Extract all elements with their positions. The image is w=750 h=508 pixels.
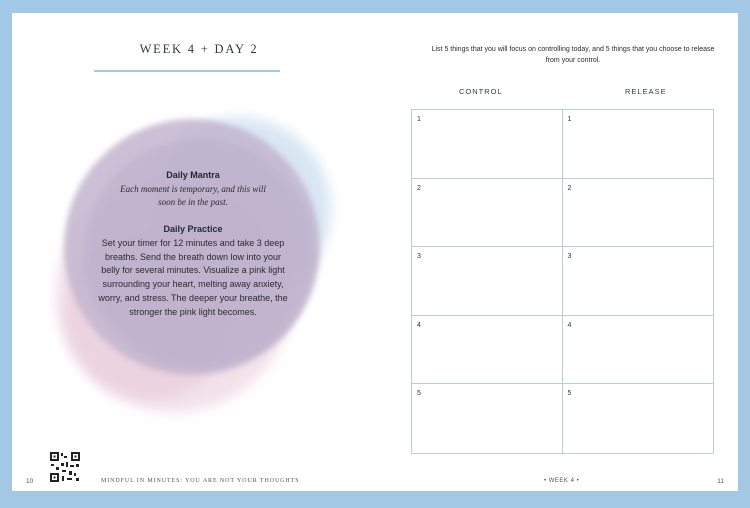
practice-text: Set your timer for 12 minutes and take 3 deep breaths. Send the breath down low into your belly for several minutes. Visualize a pink light surrounding your heart, melting away anxiety, worry, and stress. The deeper your breathe, the stronger the pink light becomes. (98, 238, 288, 317)
control-cell-2[interactable]: 2 (412, 179, 563, 248)
page-number-left: 10 (26, 478, 34, 485)
running-head-left: MINDFUL IN MINUTES: YOU ARE NOT YOUR THOUGHTS (101, 478, 300, 484)
qr-code-icon (49, 451, 81, 483)
release-cell-1[interactable]: 1 (563, 110, 714, 179)
release-cell-2[interactable]: 2 (563, 179, 714, 248)
running-head-right: • WEEK 4 • (544, 478, 580, 484)
release-cell-5[interactable]: 5 (567, 390, 572, 398)
book-spread (12, 13, 738, 491)
mantra-heading: Daily Mantra (166, 170, 220, 180)
release-cell-4[interactable]: 4 (563, 316, 714, 385)
control-cell-4[interactable]: 4 (412, 316, 563, 385)
release-column-header: RELEASE (625, 87, 667, 96)
page-number-right: 11 (717, 478, 724, 485)
control-release-table (411, 109, 714, 454)
daily-content (97, 170, 289, 319)
control-cell-1[interactable]: 1 (412, 110, 563, 179)
page-title: WEEK 4 + DAY 2 (139, 42, 259, 56)
mantra-text: Each moment is temporary, and this will soon be in the past. (120, 184, 266, 207)
control-column-header: CONTROL (459, 87, 503, 96)
control-cell-3[interactable]: 3 (412, 247, 563, 316)
release-cell-3[interactable]: 3 (563, 247, 714, 316)
control-cell-5[interactable]: 5 (412, 384, 563, 453)
instructions-text: List 5 things that you will focus on controlling today, and 5 things that you choose to release from your control. (431, 46, 715, 64)
practice-heading: Daily Practice (163, 224, 223, 234)
title-divider (94, 70, 280, 72)
